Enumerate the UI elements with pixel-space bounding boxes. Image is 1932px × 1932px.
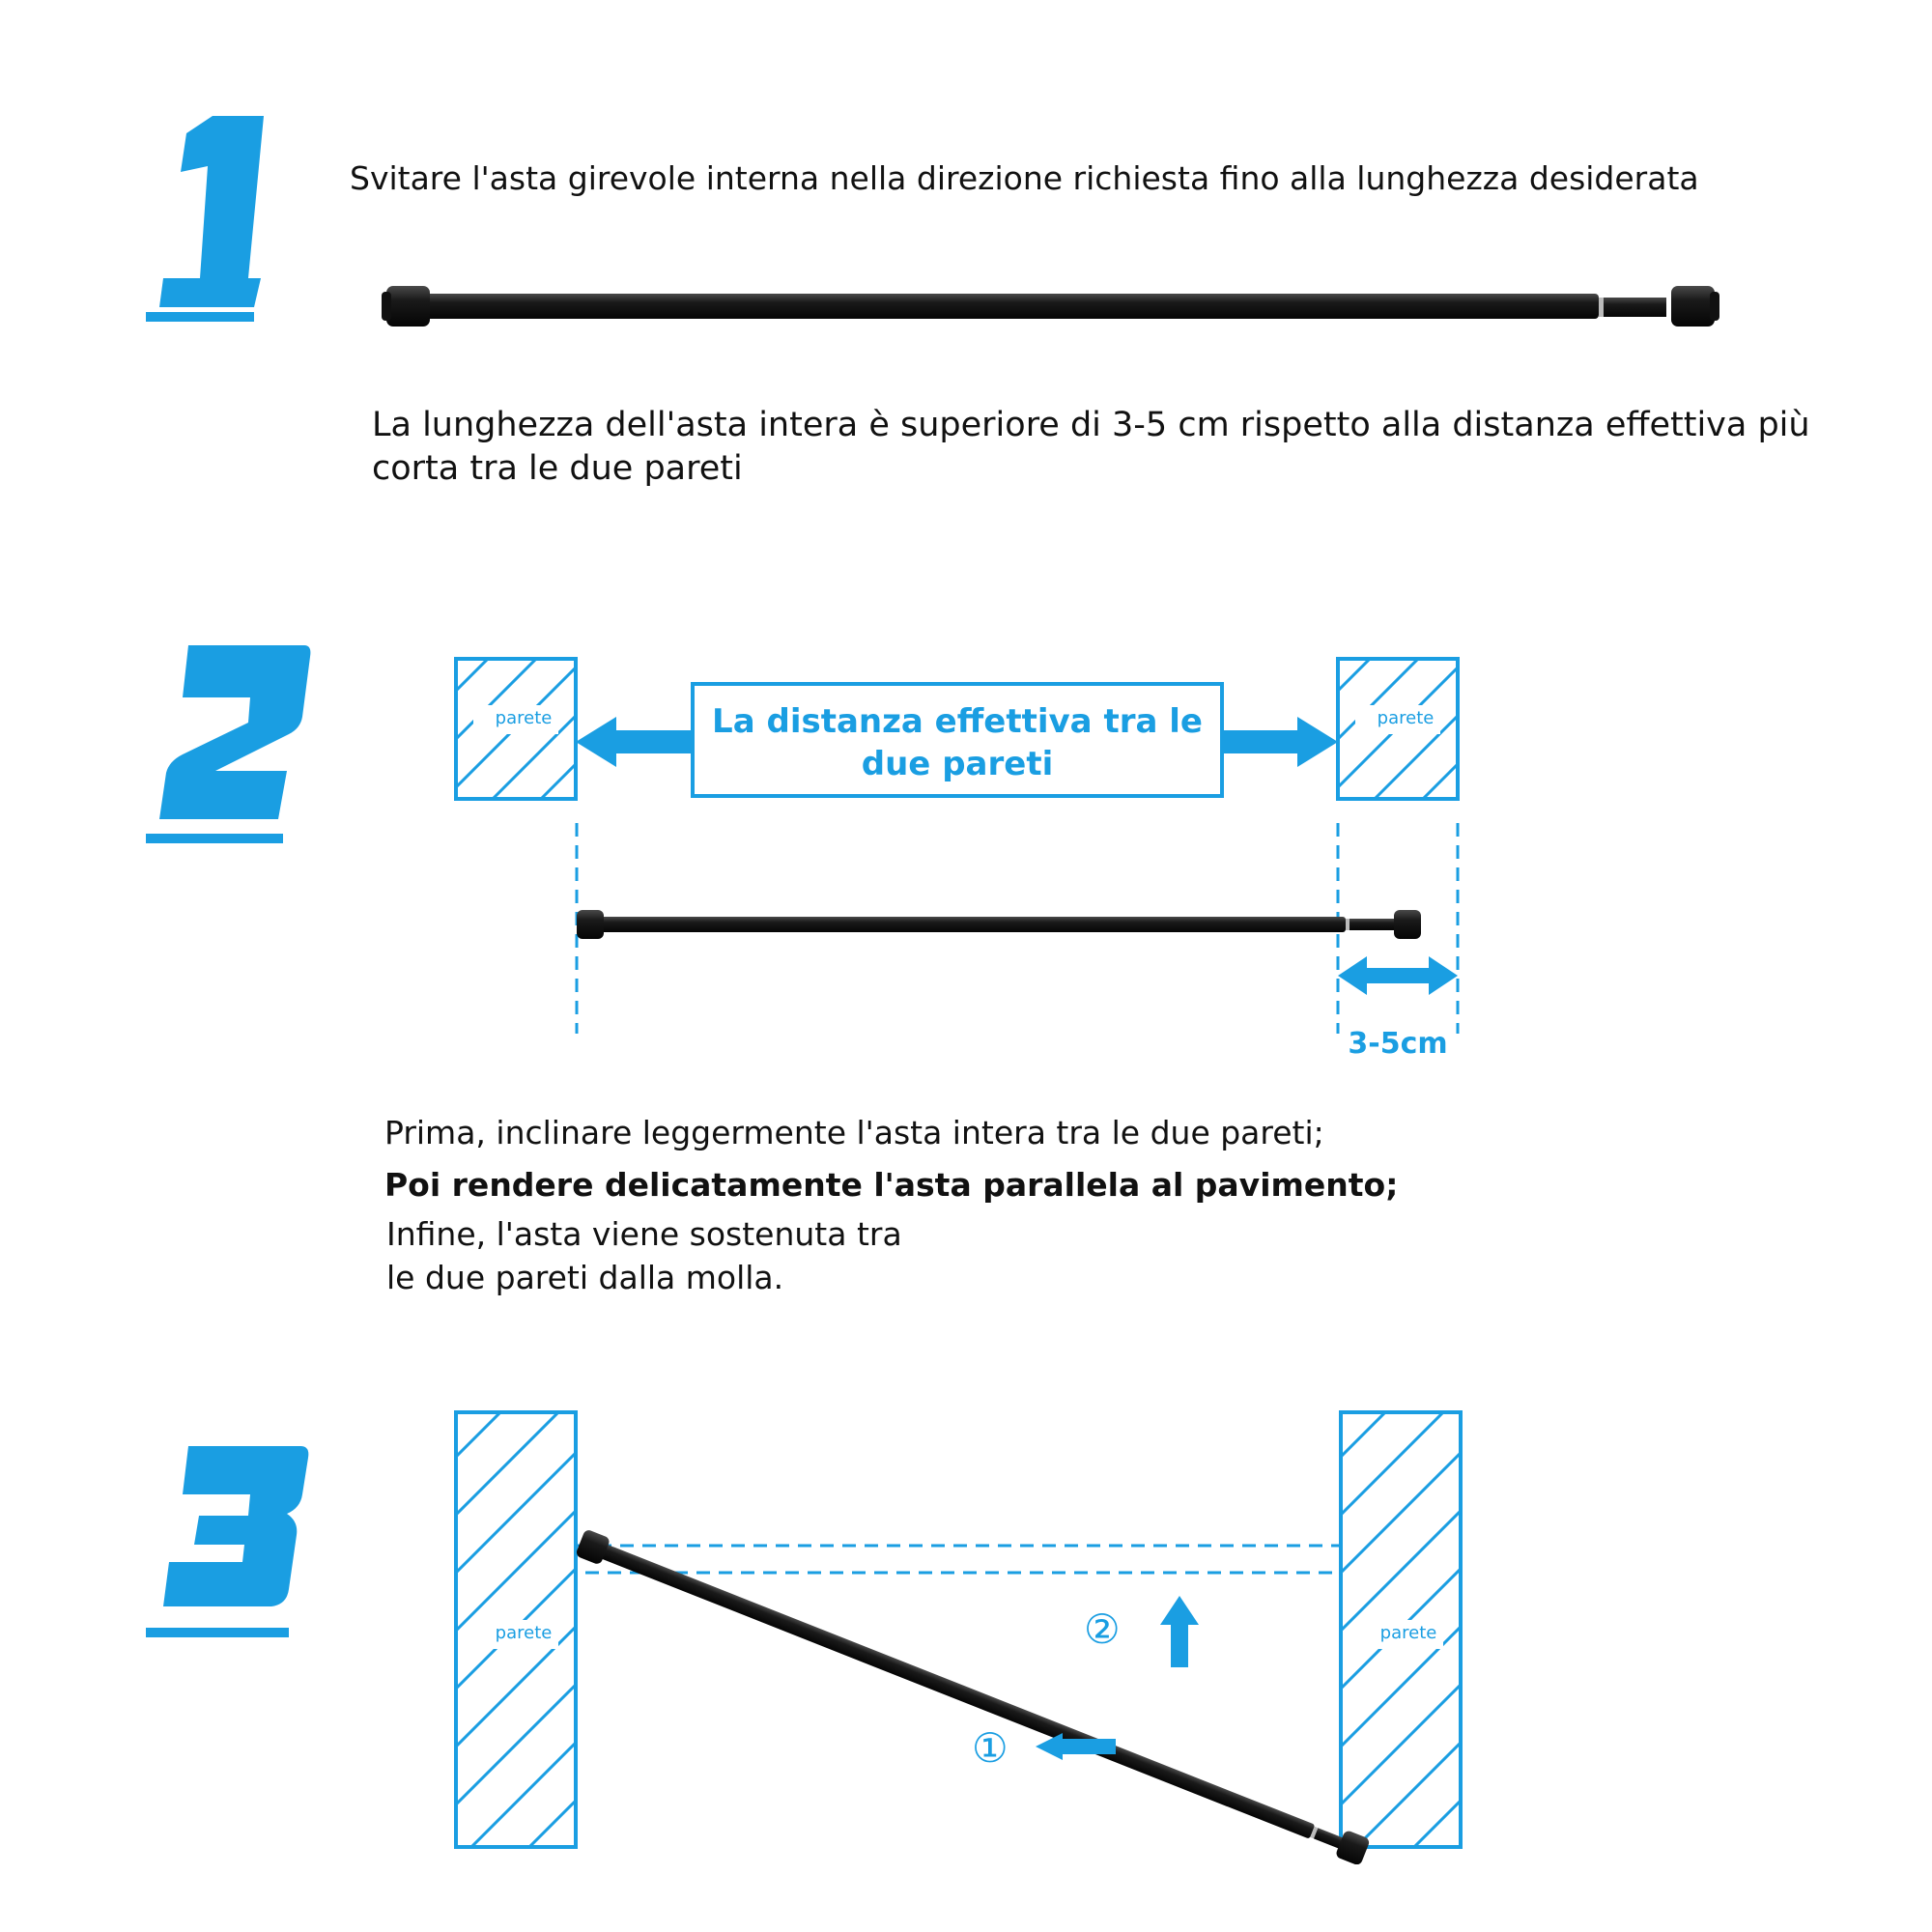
extra-length-label: 3-5cm [1348, 1027, 1448, 1061]
step-1-instruction: Svitare l'asta girevole interna nella direzione richiesta fino alla lunghezza desiderata [350, 159, 1699, 197]
arrow-left-icon [576, 717, 693, 767]
step-1-note-line-2: corta tra le due pareti [372, 449, 743, 488]
step-1-note-line-1: La lunghezza dell'asta intera è superiore di 3-5 cm rispetto alla distanza effettiva più [372, 406, 1810, 444]
distance-label-line-2: due pareti [861, 745, 1054, 783]
diagram-step-3 [444, 1401, 1473, 1864]
wall-right-label-step-3: parete [1379, 1623, 1437, 1643]
marker-1: ① [972, 1724, 1009, 1772]
marker-2: ② [1084, 1605, 1121, 1653]
step-2-instruction-line-2: Poi rendere delicatamente l'asta parallela al pavimento; [384, 1166, 1399, 1204]
step-2-instruction-line-3: Infine, l'asta viene sostenuta tra [386, 1215, 902, 1253]
step-3-number-icon [140, 1435, 319, 1657]
step-2-instruction-line-4: le due pareti dalla molla. [386, 1259, 784, 1296]
distance-label-line-1: La distanza effettiva tra le [712, 702, 1203, 741]
rod-step-1 [382, 280, 1729, 338]
rod-step-3 [575, 1528, 1371, 1864]
wall-left-label-step-3: parete [495, 1623, 553, 1643]
step-2-instruction-line-1: Prima, inclinare leggermente l'asta intera tra le due pareti; [384, 1114, 1324, 1151]
wall-right-label-step-2: parete [1377, 708, 1435, 728]
arrow-right-icon [1222, 717, 1338, 767]
rod-step-2 [577, 910, 1421, 939]
wall-left-label-step-2: parete [495, 708, 553, 728]
arrow-up-icon [1160, 1596, 1199, 1667]
double-arrow-icon [1338, 956, 1458, 995]
step-1-number-icon [140, 106, 275, 324]
step-2-number-icon [140, 628, 319, 855]
